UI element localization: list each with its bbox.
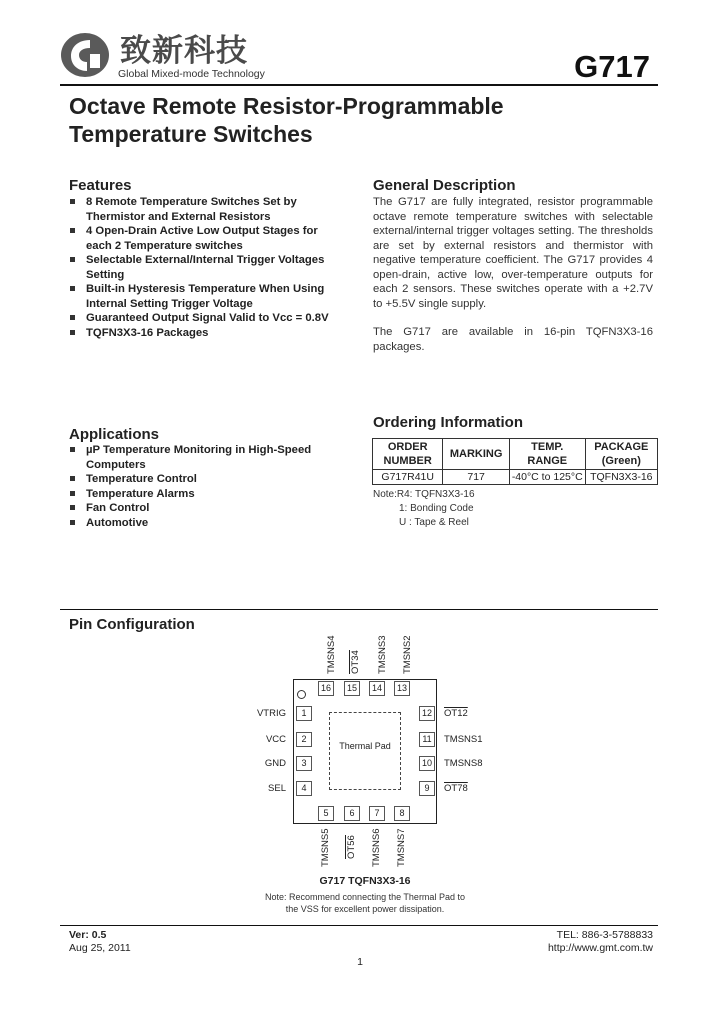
pin-number: 4 (296, 781, 312, 796)
features-list (69, 195, 341, 340)
company-name-cn: 致新科技 (120, 33, 248, 69)
pin-number: 1 (296, 706, 312, 721)
pin-name: SEL (268, 783, 286, 794)
company-logo-icon (60, 32, 110, 78)
table-header-row (373, 439, 658, 470)
pin-number: 10 (419, 756, 435, 771)
list-item: Fan Control (69, 501, 341, 516)
ordering-heading: Ordering Information (373, 414, 523, 431)
pin-name: TMSNS2 (402, 635, 413, 674)
footer-divider (60, 925, 658, 926)
pin-name: VTRIG (256, 708, 286, 719)
table-header: ORDER NUMBER (373, 439, 443, 470)
website-link[interactable]: http://www.gmt.com.tw (547, 942, 653, 954)
pin-name: OT34 (350, 650, 361, 674)
pin-name: VCC (265, 734, 286, 745)
pin-number: 14 (369, 681, 385, 696)
table-cell: G717R41U (373, 470, 443, 485)
company-name-en: Global Mixed-mode Technology (118, 68, 265, 80)
pin-name: TMSNS6 (371, 828, 382, 867)
list-item: Selectable External/Internal Trigger Voltages Setting (69, 253, 341, 282)
list-item: TQFN3X3-16 Packages (69, 326, 341, 341)
page-number: 1 (357, 956, 363, 968)
pin-diagram-caption: G717 TQFN3X3-16 (319, 875, 411, 887)
pin-number: 6 (344, 806, 360, 821)
pin-number: 16 (318, 681, 334, 696)
pin-number: 2 (296, 732, 312, 747)
pin-name: OT56 (346, 835, 357, 859)
pin-number: 7 (369, 806, 385, 821)
pin-number: 13 (394, 681, 410, 696)
part-number: G717 (574, 49, 650, 84)
list-item: Built-in Hysteresis Temperature When Using Internal Setting Trigger Voltage (69, 282, 341, 311)
features-heading: Features (69, 177, 132, 194)
pin-number: 3 (296, 756, 312, 771)
table-header: MARKING (443, 439, 510, 470)
pin-name: TMSNS7 (396, 828, 407, 867)
list-item: Temperature Alarms (69, 487, 341, 502)
thermal-pad-label: Thermal Pad (339, 741, 391, 751)
table-cell: 717 (443, 470, 510, 485)
pin-name: TMSNS1 (444, 734, 483, 745)
pin-name: TMSNS4 (326, 635, 337, 674)
pin-name: TMSNS8 (444, 758, 483, 769)
pin-number: 15 (344, 681, 360, 696)
pin-name: OT78 (444, 783, 468, 794)
header-divider (60, 84, 658, 86)
pin-section-divider (60, 609, 658, 610)
pin-config-heading: Pin Configuration (69, 616, 195, 633)
document-title: Octave Remote Resistor-Programmable Temperature Switches (69, 93, 504, 147)
table-cell: -40°C to 125°C (509, 470, 585, 485)
pin-note: the VSS for excellent power dissipation. (285, 904, 445, 914)
telephone: TEL: 886-3-5788833 (556, 929, 653, 941)
applications-heading: Applications (69, 426, 160, 443)
ordering-note: 1: Bonding Code (399, 503, 474, 514)
pin-name: TMSNS5 (320, 828, 331, 867)
pin-note: Note: Recommend connecting the Thermal Pad to (265, 892, 465, 902)
version: Ver: 0.5 (69, 929, 107, 941)
ordering-note: U : Tape & Reel (399, 517, 469, 528)
list-item: 4 Open-Drain Active Low Output Stages for each 2 Temperature switches (69, 224, 341, 253)
table-row (373, 470, 658, 485)
pin-number: 11 (419, 732, 435, 747)
table-header: PACKAGE (Green) (585, 439, 657, 470)
general-description-paragraph: The G717 are fully integrated, resistor programmable octave remote temperature switches with selectable external/internal trigger voltages setting. The thresholds are set by external resistors and thermistor with negative temperature coefficient. The G717 provides 4 open-drain, active low, over-temperature outputs for each 2 sensors. These switches operate with a +2.7V to +5.5V single supply. (373, 196, 653, 310)
pin-number: 9 (419, 781, 435, 796)
table-cell: TQFN3X3-16 (585, 470, 657, 485)
pin-number: 12 (419, 706, 435, 721)
list-item: Guaranteed Output Signal Valid to Vcc = 0.8V (69, 311, 341, 326)
date: Aug 25, 2011 (69, 942, 131, 954)
general-description-availability: The G717 are available in 16-pin TQFN3X3-16 packages. (373, 326, 653, 353)
pin-name: OT12 (444, 708, 468, 719)
pin-name: TMSNS3 (377, 635, 388, 674)
pin-name: GND (264, 758, 286, 769)
list-item: µP Temperature Monitoring in High-Speed Computers (69, 443, 341, 472)
ordering-note: Note:R4: TQFN3X3-16 (373, 489, 475, 500)
table-header: TEMP. RANGE (509, 439, 585, 470)
applications-list (69, 443, 341, 530)
pin-number: 5 (318, 806, 334, 821)
general-description-heading: General Description (373, 177, 516, 194)
list-item: Automotive (69, 516, 341, 531)
pin-number: 8 (394, 806, 410, 821)
pin1-marker-icon (297, 690, 306, 699)
list-item: Temperature Control (69, 472, 341, 487)
ordering-table (372, 438, 658, 485)
list-item: 8 Remote Temperature Switches Set by Thermistor and External Resistors (69, 195, 341, 224)
